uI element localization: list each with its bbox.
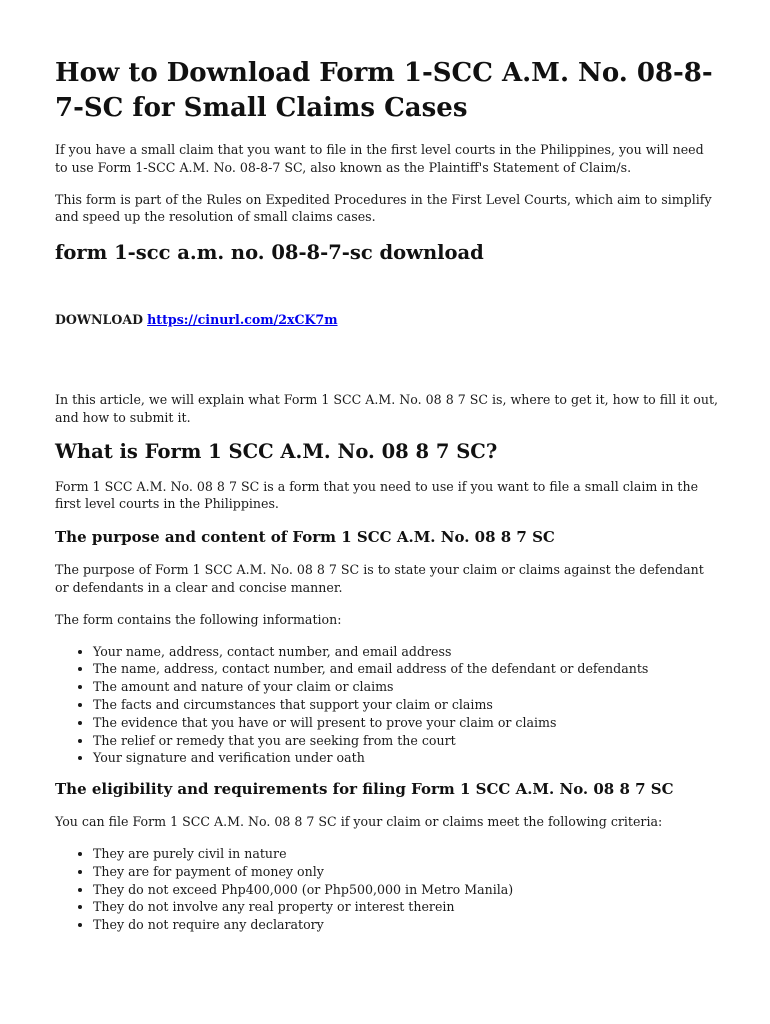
list-item: • The relief or remedy that you are seeking from the court (93, 732, 720, 750)
eligibility-heading: The eligibility and requirements for filing Form 1 SCC A.M. No. 08 8 7 SC (55, 780, 674, 799)
what-is-paragraph: Form 1 SCC A.M. No. 08 8 7 SC is a form that you need to use if you want to file a small claim in the first level courts in the Philippines. (55, 478, 699, 512)
intro-paragraph-2: This form is part of the Rules on Expedited Procedures in the First Level Courts, which aim to simplify and speed up the resolution of small claims cases. (55, 191, 712, 225)
what-is-heading: What is Form 1 SCC A.M. No. 08 8 7 SC? (55, 439, 498, 463)
list-item: • They do not exceed Php400,000 (or Php500,000 in Metro Manila) (93, 881, 720, 899)
eligibility-list (55, 845, 720, 934)
download-heading: form 1-scc a.m. no. 08-8-7-sc download (55, 241, 484, 265)
intro-paragraph-1: If you have a small claim that you want to file in the first level courts in the Philippines, you will need to use Form 1-SCC A.M. No. 08-8-7 SC, also known as the Plaintiff's Statement of Claim/s. (55, 142, 704, 175)
purpose-list-intro: The form contains the following information: (55, 611, 342, 627)
list-item: • They do not involve any real property or interest therein (93, 898, 720, 916)
list-item: • Your signature and verification under oath (93, 749, 720, 767)
purpose-heading: The purpose and content of Form 1 SCC A.M. No. 08 8 7 SC (55, 528, 555, 547)
article-intro-paragraph: In this article, we will explain what Form 1 SCC A.M. No. 08 8 7 SC is, where to get it, how to fill it out, and how to submit it. (55, 391, 719, 425)
download-line (55, 311, 720, 329)
list-item: • The evidence that you have or will present to prove your claim or claims (93, 714, 720, 732)
list-item: • The name, address, contact number, and email address of the defendant or defendants (93, 660, 720, 678)
list-item: • They are for payment of money only (93, 863, 720, 881)
download-label: DOWNLOAD (55, 312, 144, 328)
eligibility-paragraph: You can file Form 1 SCC A.M. No. 08 8 7 SC if your claim or claims meet the following criteria: (55, 814, 663, 830)
list-item: • The amount and nature of your claim or claims (93, 678, 720, 696)
list-item: • They are purely civil in nature (93, 845, 720, 863)
document-page (55, 56, 720, 934)
list-item: • The facts and circumstances that support your claim or claims (93, 696, 720, 714)
page-title: How to Download Form 1-SCC A.M. No. 08-8-7-SC for Small Claims Cases (55, 58, 713, 123)
purpose-paragraph: The purpose of Form 1 SCC A.M. No. 08 8 7 SC is to state your claim or claims against the defendant or defendants in a clear and concise manner. (55, 562, 704, 595)
download-link[interactable]: https://cinurl.com/2xCK7m (147, 312, 338, 328)
purpose-list (55, 643, 720, 768)
list-item: • Your name, address, contact number, and email address (93, 643, 720, 661)
list-item: • They do not require any declaratory (93, 916, 720, 934)
